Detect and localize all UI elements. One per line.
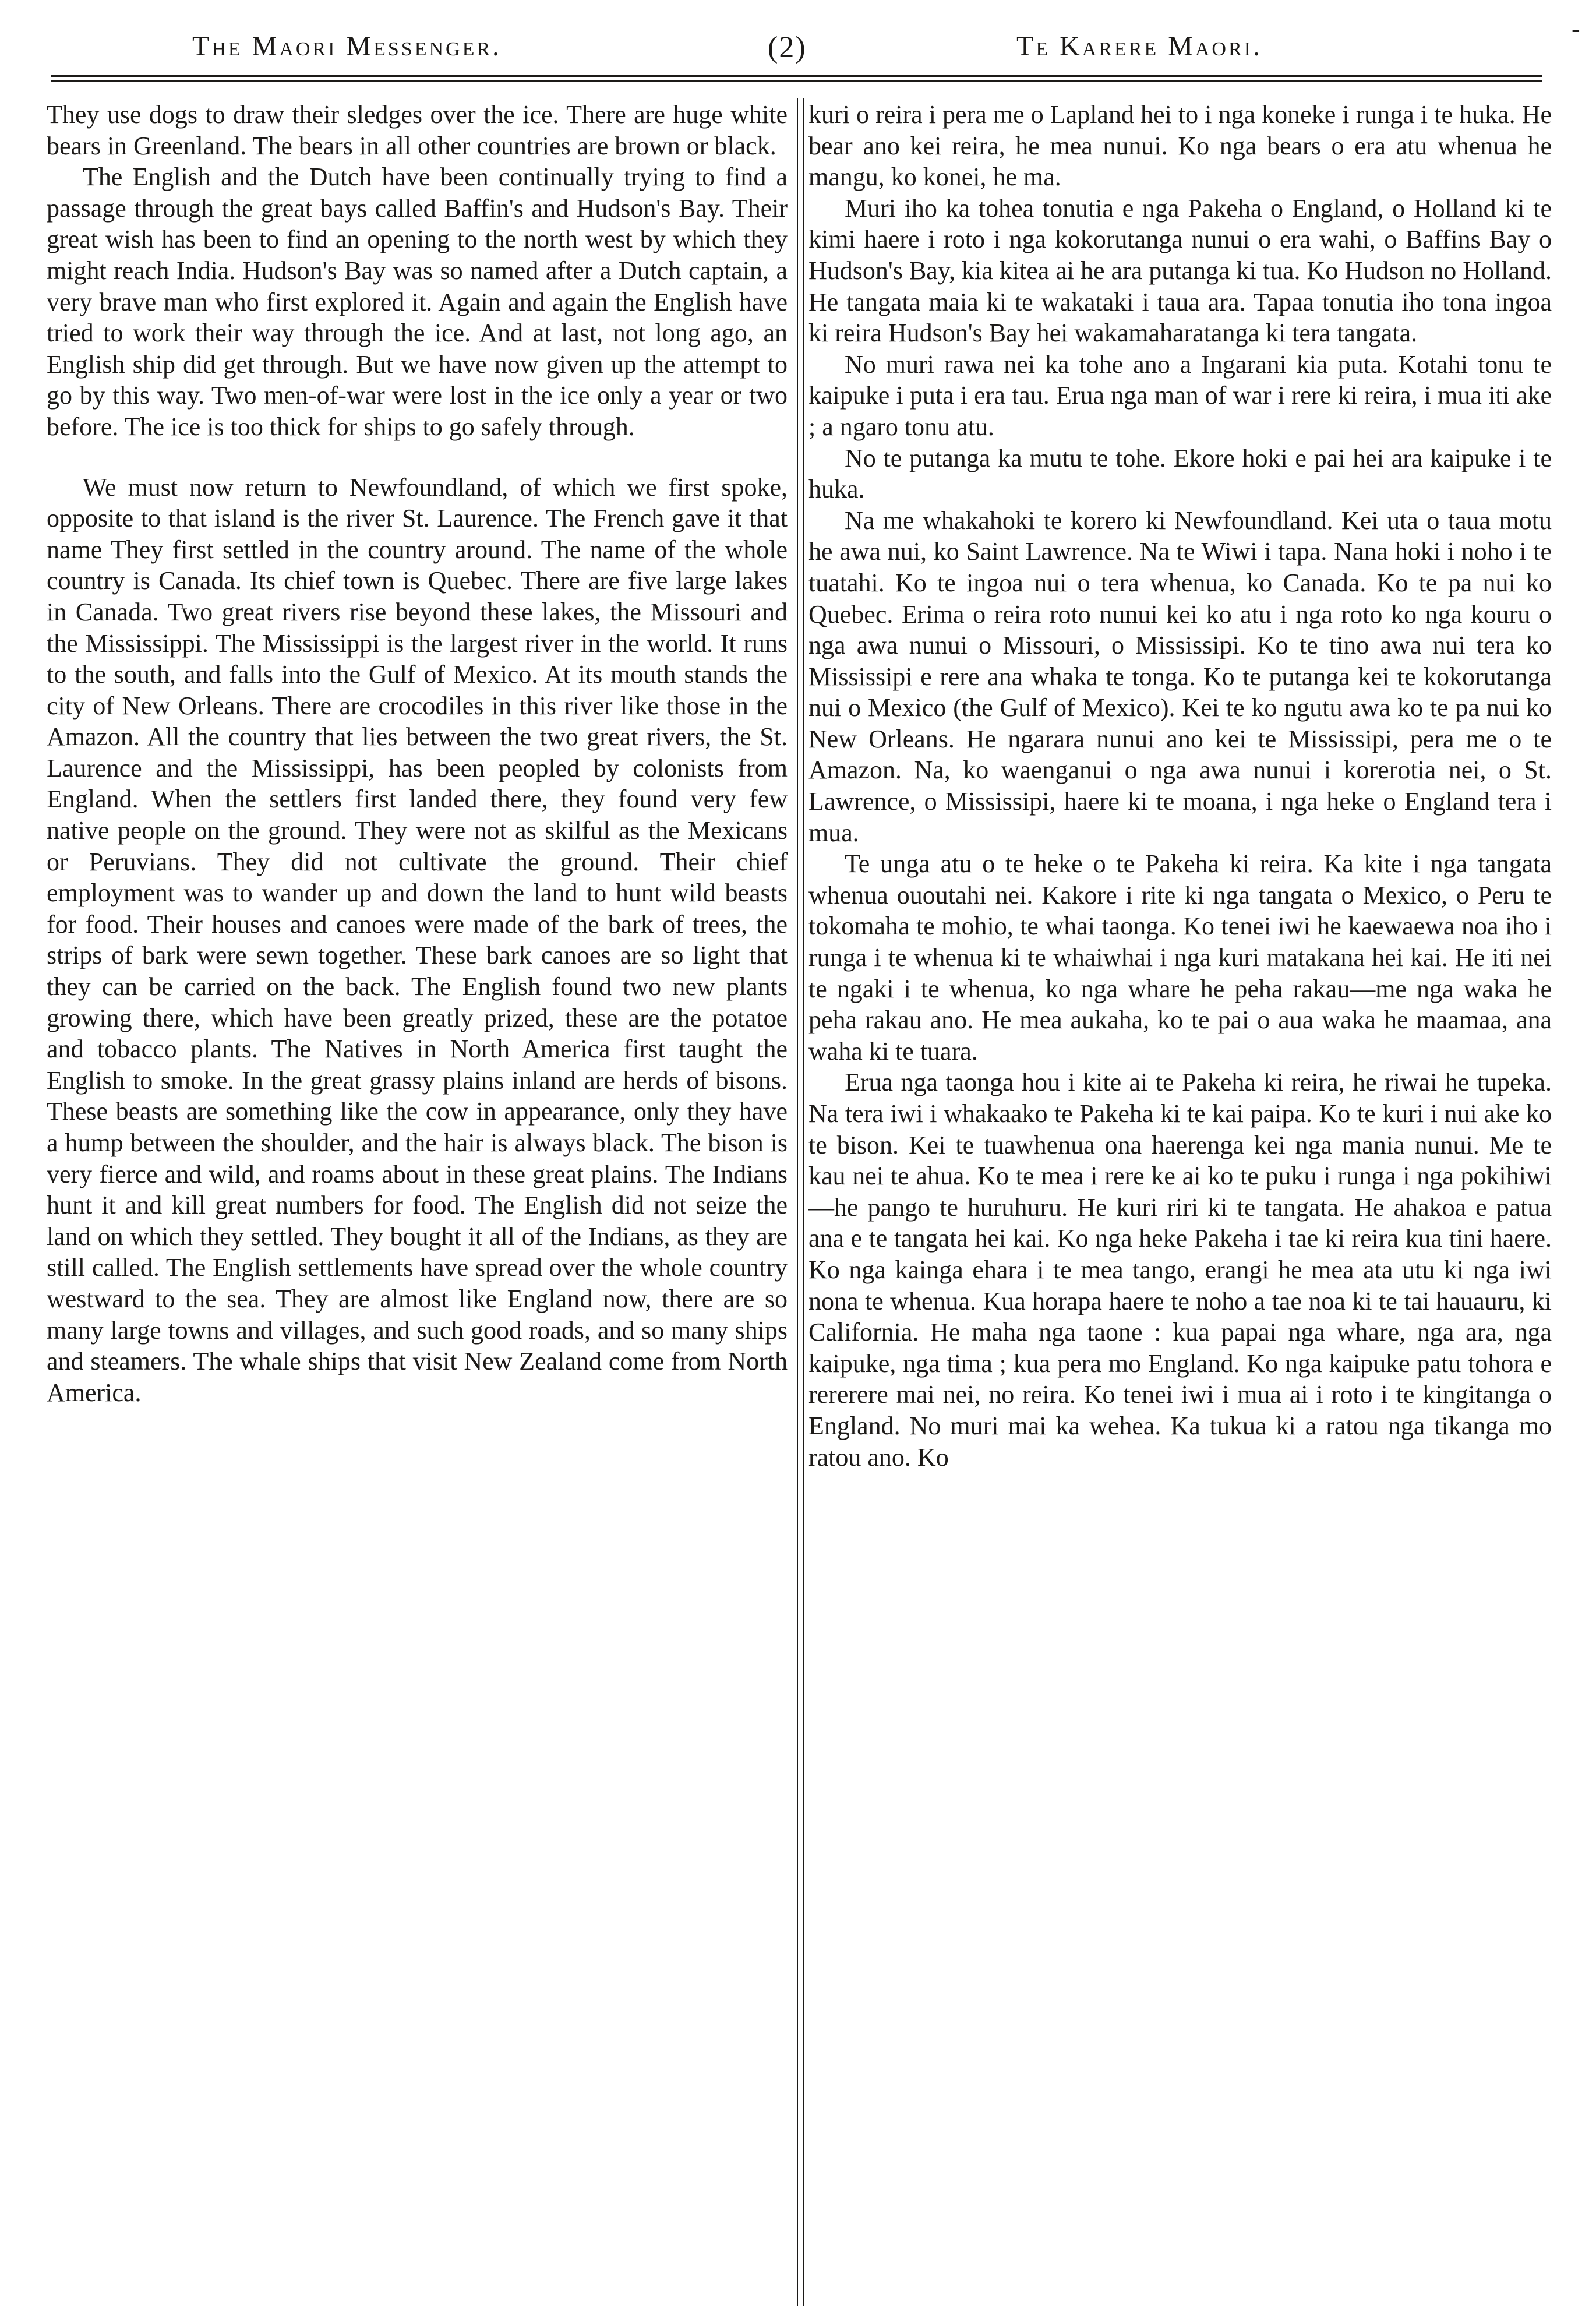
masthead-title-maori: Te Karere Maori. xyxy=(1016,31,1262,62)
corner-mark: - xyxy=(1572,15,1580,43)
column-divider-left-line xyxy=(797,98,798,2306)
page-number: (2) xyxy=(768,31,807,64)
maori-paragraph: Te unga atu o te heke o te Pakeha ki reira. Ka kite i nga tangata whenua ououtahi nei. Kakore i rite ki nga tangata o Mexico, o Peru te tokomaha te mohio, te whai taonga. Ko tenei iwi he kaewaewa noa iho i runga i te whenua ki te whaiwhai i nga kuri matakana hei kai. He iti nei te ngaki i te whenua, ko nga whare he peha rakau—me nga waka he peha rakau ano. He mea aukaha, ko te pai o aua waka he maamaa, ana waha ki te tuara. xyxy=(808,849,1552,1066)
english-column xyxy=(47,99,788,1408)
english-paragraph: The English and the Dutch have been continually trying to find a passage through the great bays called Baffin's and Hudson's Bay. Their great wish has been to find an opening to the north west by which they might reach India. Hudson's Bay was so named after a Dutch captain, a very brave man who first explored it. Again and again the English have tried to work their way through the ice. And at last, not long ago, an English ship did get through. But we have now given up the attempt to go by this way. Two men-of-war were lost in the ice only a year or two before. The ice is too thick for ships to go safely through. xyxy=(47,163,788,441)
maori-paragraph: No muri rawa nei ka tohe ano a Ingarani kia puta. Kotahi tonu te kaipuke i puta i era tau. Erua nga man of war i rere ki reira, i mua iti ake ; a ngaro tonu atu. xyxy=(808,350,1552,441)
english-paragraph: They use dogs to draw their sledges over the ice. There are huge white bears in Greenland. The bears in all other countries are brown or black. xyxy=(47,100,788,160)
maori-paragraph: No te putanga ka mutu te tohe. Ekore hoki e pai hei ara kaipuke i te huka. xyxy=(808,443,1552,504)
header-rule xyxy=(51,75,1542,82)
maori-paragraph: Na me whakahoki te korero ki Newfoundland. Kei uta o taua motu he awa nui, ko Saint Lawrence. Na te Wiwi i tapa. Nana hoki i noho i te tuatahi. Ko te ingoa nui o tera whenua, ko Canada. Ko te pa nui ko Quebec. Erima o reira roto nunui kei ko atu i nga roto ko nga kouru o nga awa nunui o Missouri, o Mississipi. Ko te tino awa nui tera ko Mississipi e rere ana whaka te tonga. Ko te putanga kei te kokorutanga nui o Mexico (the Gulf of Mexico). Kei te ko ngutu awa ko te pa nui ko New Orleans. He ngarara nunui ano kei te Mississipi, pera me o te Amazon. Na, ko waenganui o nga awa nunui i korerotia nei, o St. Lawrence, o Mississipi, haere ki te moana, i nga heke o England tera i mua. xyxy=(808,506,1552,847)
maori-paragraph: Muri iho ka tohea tonutia e nga Pakeha o England, o Holland ki te kimi haere i roto i nga kokorutanga nunui o era wahi, o Baffins Bay o Hudson's Bay, kia kitea ai he ara putanga ki tua. Ko Hudson no Holland. He tangata maia ki te wakataki i taua ara. Tapaa tonutia iho tona ingoa ki reira Hudson's Bay hei wakamaharatanga ki tera tangata. xyxy=(808,193,1552,348)
column-divider-right-line xyxy=(803,98,804,2306)
english-paragraph: We must now return to Newfoundland, of which we first spoke, opposite to that island is the river St. Laurence. The French gave it that name They first settled in the country around. The name of the whole country is Canada. Its chief town is Quebec. There are five large lakes in Canada. Two great rivers rise beyond these lakes, the Missouri and the Mississippi. The Mississippi is the largest river in the world. It runs to the south, and falls into the Gulf of Mexico. At its mouth stands the city of New Orleans. There are crocodiles in this river like those in the Amazon. All the country that lies between the two great rivers, the St. Laurence and the Mississippi, has been peopled by colonists from England. When the settlers first landed there, they found very few native people on the ground. They were not as skilful as the Mexicans or Peruvians. They did not cultivate the ground. Their chief employment was to wander up and down the land to hunt wild beasts for food. Their houses and canoes were made of the bark of trees, the strips of bark were sewn together. These bark canoes are so light that they can be carried on the back. The English found two new plants growing there, which have been greatly prized, these are the potatoe and tobacco plants. The Natives in North America first taught the English to smoke. In the great grassy plains inland are herds of bisons. These beasts are something like the cow in appearance, only they have a hump between the shoulder, and the hair is always black. The bison is very fierce and wild, and roams about in these great plains. The Indians hunt it and kill great numbers for food. The English did not seize the land on which they settled. They bought it all of the Indians, as they are still called. The English settlements have spread over the whole country westward to the sea. They are almost like England now, there are so many large towns and villages, and such good roads, and so many ships and steamers. The whale ships that visit New Zealand come from North America. xyxy=(47,472,788,1407)
maori-column xyxy=(808,99,1552,1473)
masthead-title-english: The Maori Messenger. xyxy=(192,31,502,62)
maori-paragraph: kuri o reira i pera me o Lapland hei to i nga koneke i runga i te huka. He bear ano kei reira, he mea nunui. Ko nga bears o era atu whenua he mangu, ko konei, he ma. xyxy=(808,100,1552,192)
maori-paragraph: Erua nga taonga hou i kite ai te Pakeha ki reira, he riwai he tupeka. Na tera iwi i whakaako te Pakeha ki te kai paipa. Ko te kuri i nui ake ko te bison. Kei te tuawhenua ona haerenga kei nga mania nunui. Me te kau nei te ahua. Ko te mea i rere ke ai ko te puku i runga i nga pokihiwi—he pango te huruhuru. He kuri riri ki te tangata. He ahakoa e patua ana e te tangata hei kai. Ko nga heke Pakeha i tae ki reira kua tini haere. Ko nga kainga ehara i te mea tango, erangi he mea ata utu ki nga iwi nona te whenua. Kua horapa haere te noho a tae noa ki te tai hauauru, ki California. He maha nga taone : kua papai nga whare, nga ara, nga kaipuke, nga tima ; kua pera mo England. Ko nga kaipuke patu tohora e rererere mai nei, no reira. Ko tenei iwi i mua ai i roto i te kingitanga o England. No muri mai ka wehea. Ka tukua ki a ratou nga tikanga mo ratou ano. Ko xyxy=(808,1068,1552,1472)
page-header xyxy=(52,30,1544,77)
